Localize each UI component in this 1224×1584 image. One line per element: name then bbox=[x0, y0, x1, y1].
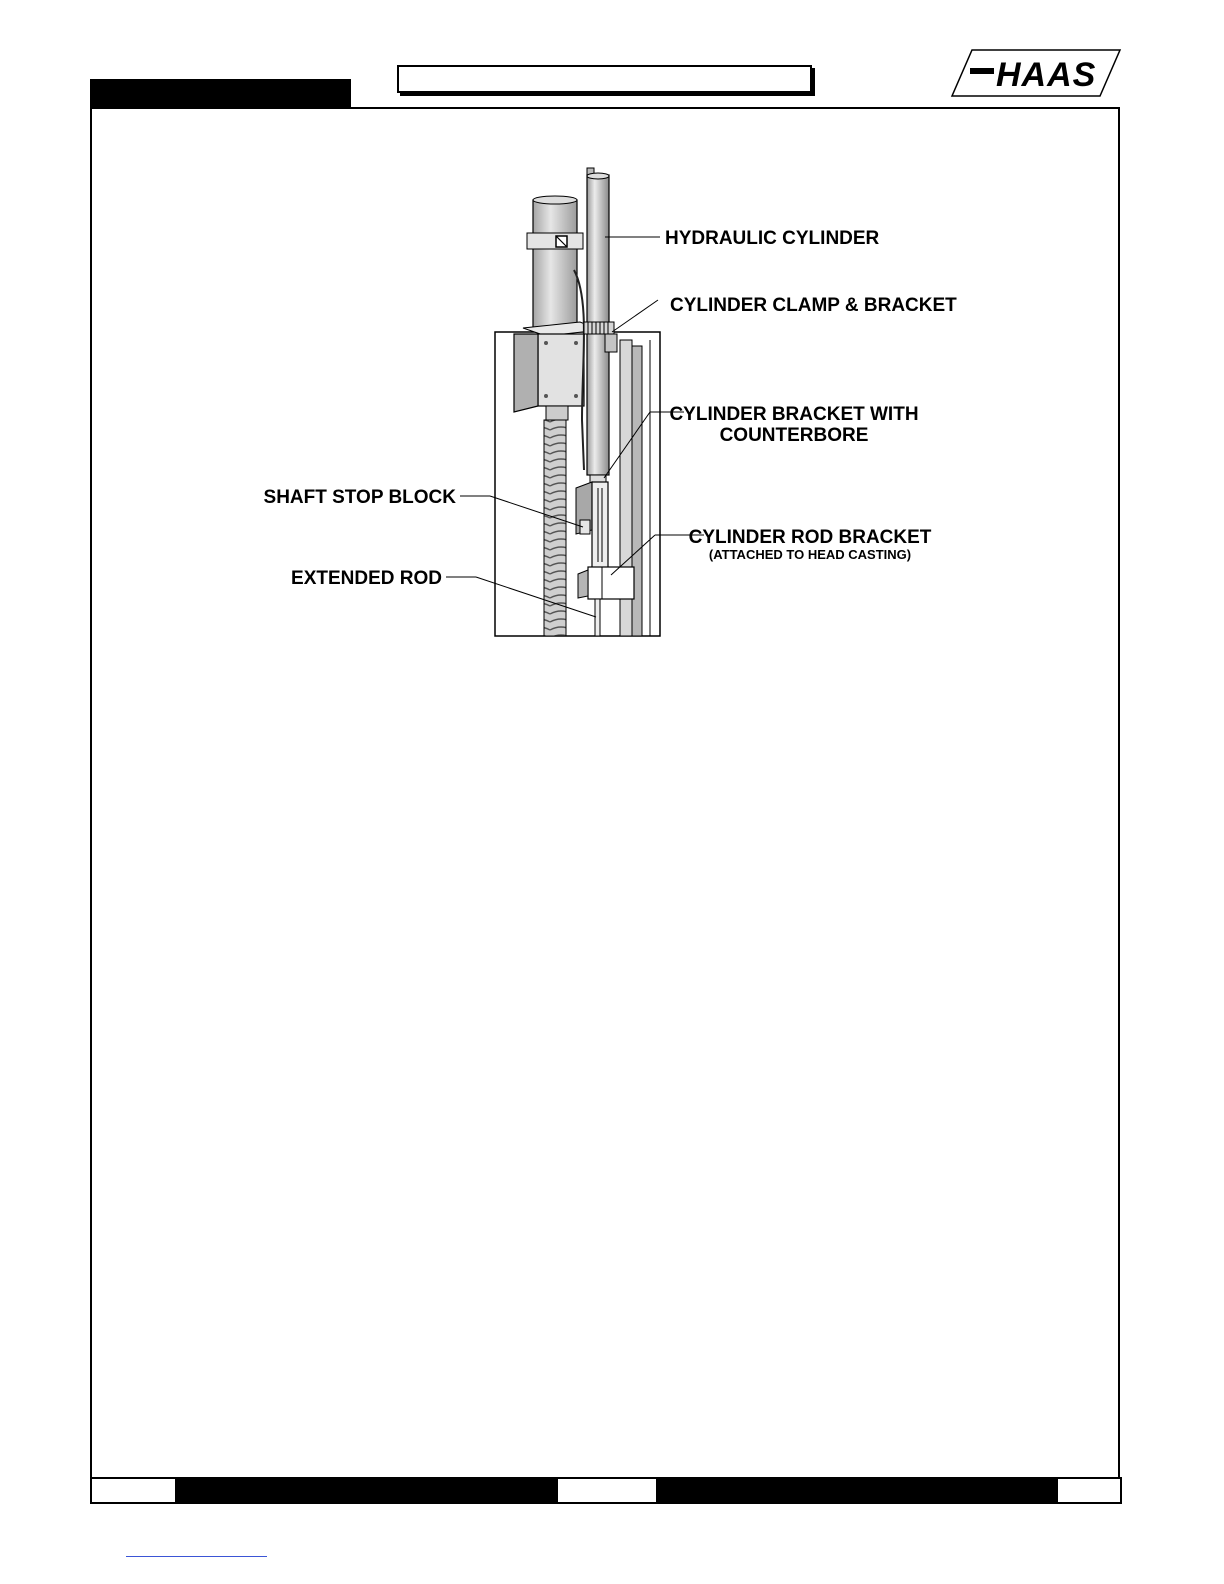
label-cylinder-rod-bracket-note: (ATTACHED TO HEAD CASTING) bbox=[708, 547, 912, 562]
extended-rod bbox=[595, 599, 600, 636]
axis-motor bbox=[527, 196, 583, 328]
label-extended-rod: EXTENDED ROD bbox=[291, 568, 442, 589]
footer-right-cell bbox=[1056, 1477, 1122, 1504]
label-shaft-stop-block: SHAFT STOP BLOCK bbox=[263, 487, 456, 508]
label-hydraulic-cylinder: HYDRAULIC CYLINDER bbox=[665, 228, 880, 249]
cylinder-rod-bracket bbox=[578, 567, 634, 599]
footer-center-right bbox=[658, 1477, 1056, 1504]
label-counterbore: COUNTERBORE bbox=[719, 425, 869, 446]
footer-center-cell bbox=[556, 1477, 658, 1504]
bottom-link-underline[interactable] bbox=[126, 1556, 267, 1557]
footer-left-cell bbox=[90, 1477, 177, 1504]
label-cylinder-clamp-bracket: CYLINDER CLAMP & BRACKET bbox=[670, 295, 957, 316]
footer-center-left bbox=[177, 1477, 556, 1504]
footer-bar bbox=[90, 1477, 1122, 1504]
label-cylinder-rod-bracket: CYLINDER ROD BRACKET bbox=[688, 527, 932, 548]
label-cylinder-bracket-with: CYLINDER BRACKET WITH bbox=[669, 404, 919, 425]
haas-logo-text: HAAS bbox=[996, 56, 1097, 94]
